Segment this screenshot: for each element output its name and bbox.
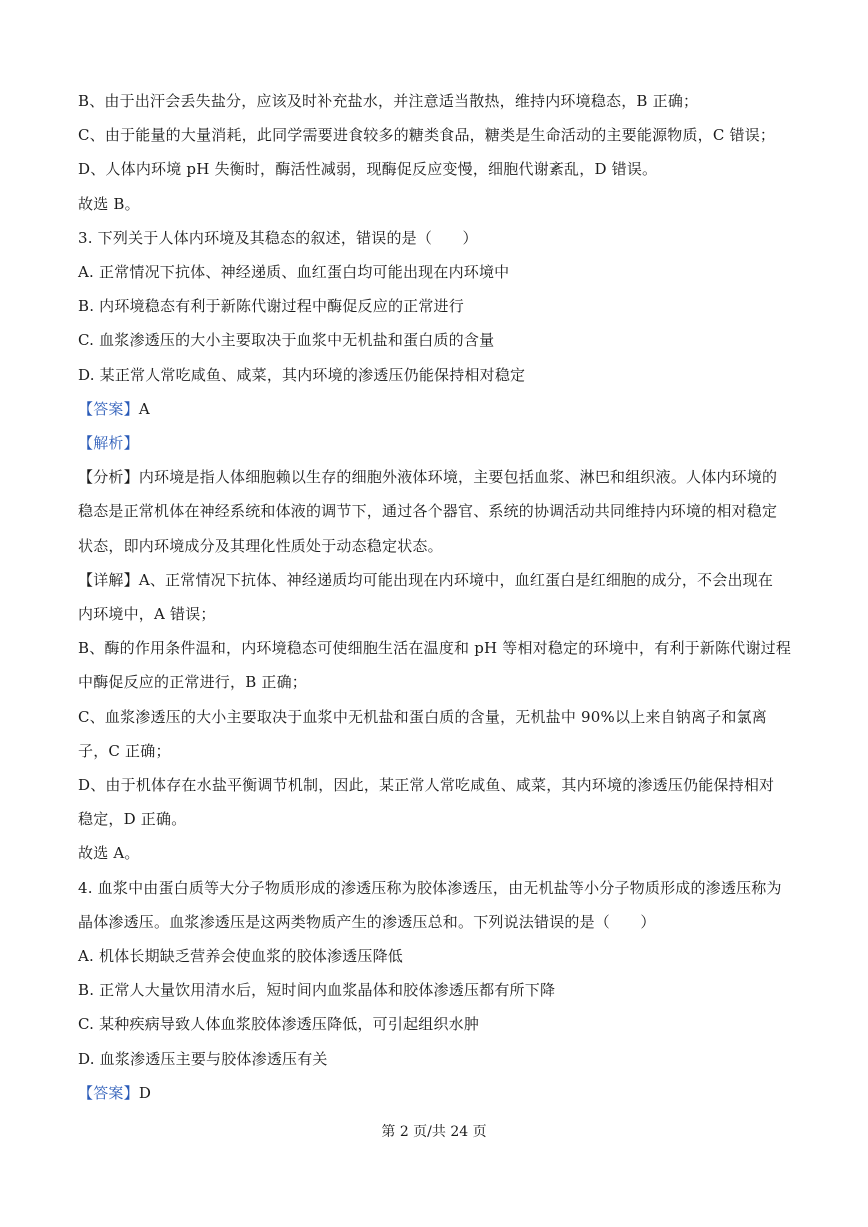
text-line: B、酶的作用条件温和，内环境稳态可使细胞生活在温度和 pH 等相对稳定的环境中，有利于新陈代谢过程 — [78, 639, 792, 658]
text-line: 子，C 正确； — [78, 741, 171, 760]
text-line: B、由于出汗会丢失盐分，应该及时补充盐水，并注意适当散热，维持内环境稳态，B 正确； — [78, 92, 699, 110]
question-4-option-d: D. 血浆渗透压主要与胶体渗透压有关 — [78, 1049, 328, 1068]
text-line: C、由于能量的大量消耗，此同学需要进食较多的糖类食品，糖类是生命活动的主要能源物质，C 错误； — [78, 126, 776, 145]
question-3-analysis-heading — [78, 426, 798, 460]
question-3-xiangjie — [78, 563, 798, 597]
fenxi-text: 内环境是指人体细胞赖以生存的细胞外液体环境，主要包括血浆、淋巴和组织液。人体内环境的 — [138, 468, 778, 487]
question-3-answer — [78, 392, 798, 426]
question-4-stem: 4. 血浆中由蛋白质等大分子物质形成的渗透压称为胶体渗透压，由无机盐等小分子物质形成的渗透压称为 — [78, 878, 782, 897]
document-page — [78, 84, 798, 1110]
question-3-option-b: B. 内环境稳态有利于新陈代谢过程中酶促反应的正常进行 — [78, 297, 464, 316]
question-4-option-a: A. 机体长期缺乏营养会使血浆的胶体渗透压降低 — [78, 947, 403, 966]
text-line: 故选 B。 — [78, 194, 140, 213]
xiangjie-tag: 【详解】 — [78, 570, 139, 589]
text-line: 稳定，D 正确。 — [78, 810, 187, 829]
answer-value: A — [138, 399, 150, 418]
text-line: 稳态是正常机体在神经系统和体液的调节下，通过各个器官、系统的协调活动共同维持内环境的相对稳定 — [78, 502, 778, 521]
question-3-option-d: D. 某正常人常吃咸鱼、咸菜，其内环境的渗透压仍能保持相对稳定 — [78, 365, 526, 384]
question-3-stem: 3. 下列关于人体内环境及其稳态的叙述，错误的是（ ） — [78, 228, 478, 247]
fenxi-tag: 【分析】 — [78, 468, 139, 487]
text-line: D、由于机体存在水盐平衡调节机制，因此，某正常人常吃咸鱼、咸菜，其内环境的渗透压仍能保持相对 — [78, 776, 775, 795]
answer-tag: 【答案】 — [78, 1083, 139, 1102]
question-3-option-c: C. 血浆渗透压的大小主要取决于血浆中无机盐和蛋白质的含量 — [78, 331, 495, 350]
question-4-stem-cont: 晶体渗透压。血浆渗透压是这两类物质产生的渗透压总和。下列说法错误的是（ ） — [78, 912, 656, 931]
question-3-fenxi — [78, 460, 798, 494]
question-4-option-b: B. 正常人大量饮用清水后，短时间内血浆晶体和胶体渗透压都有所下降 — [78, 981, 556, 1000]
question-4-option-c: C. 某种疾病导致人体血浆胶体渗透压降低，可引起组织水肿 — [78, 1015, 480, 1034]
answer-value: D — [138, 1083, 152, 1102]
text-line: 故选 A。 — [78, 844, 140, 863]
analysis-tag: 【解析】 — [78, 434, 139, 453]
text-line: 状态，即内环境成分及其理化性质处于动态稳定状态。 — [78, 536, 443, 555]
answer-tag: 【答案】 — [78, 399, 139, 418]
question-4-answer — [78, 1076, 798, 1110]
text-line: D、人体内环境 pH 失衡时，酶活性减弱，现酶促反应变慢，细胞代谢紊乱，D 错误。 — [78, 160, 658, 179]
xiangjie-text: A、正常情况下抗体、神经递质均可能出现在内环境中，血红蛋白是红细胞的成分，不会出现在 — [138, 570, 774, 589]
text-line: C、血浆渗透压的大小主要取决于血浆中无机盐和蛋白质的含量，无机盐中 90%以上来自钠离子和氯离 — [78, 707, 767, 726]
text-line: 内环境中，A 错误； — [78, 605, 216, 624]
text-line: 中酶促反应的正常进行，B 正确； — [78, 673, 307, 692]
question-3-option-a: A. 正常情况下抗体、神经递质、血红蛋白均可能出现在内环境中 — [78, 263, 510, 282]
page-footer: 第 2 页/共 24 页 — [381, 1124, 487, 1140]
